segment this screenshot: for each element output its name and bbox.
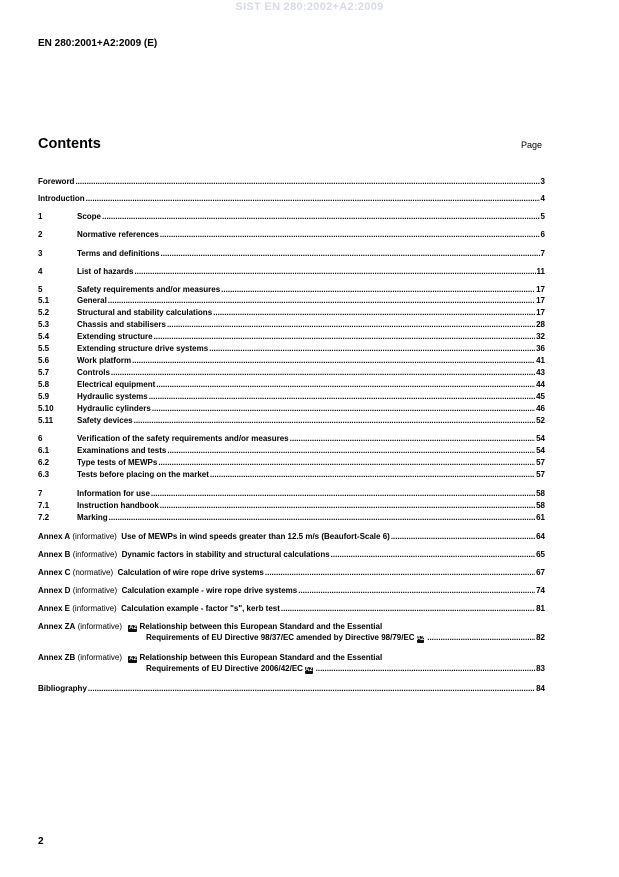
toc-page: 84 bbox=[536, 684, 545, 693]
toc-page: 3 bbox=[540, 177, 545, 186]
toc-page: 17 bbox=[536, 285, 545, 294]
annex-kind: (normative) bbox=[72, 568, 114, 577]
amendment-start-icon: A2 bbox=[129, 625, 137, 631]
toc-title: Examinations and tests bbox=[77, 446, 167, 455]
toc-number: 6.2 bbox=[38, 458, 50, 467]
toc-page: 81 bbox=[536, 604, 545, 613]
toc-number: 5.3 bbox=[38, 320, 50, 329]
page-number: 2 bbox=[38, 836, 44, 847]
toc-number: 4 bbox=[38, 267, 43, 276]
standard-identifier: EN 280:2001+A2:2009 (E) bbox=[38, 38, 158, 49]
toc-entry-6-1[interactable] bbox=[38, 445, 545, 456]
annex-label: Annex ZA bbox=[38, 622, 76, 631]
toc-entry-annex-b[interactable] bbox=[38, 549, 545, 560]
toc-entry-5-8[interactable] bbox=[38, 379, 545, 390]
toc-entry-annex-e[interactable] bbox=[38, 603, 545, 614]
page-column-label: Page bbox=[521, 140, 543, 150]
toc-number: 5.7 bbox=[38, 368, 50, 377]
toc-entry-5-10[interactable] bbox=[38, 403, 545, 414]
toc-number: 5.1 bbox=[38, 296, 50, 305]
toc-entry-7-1[interactable] bbox=[38, 500, 545, 511]
toc-page: 54 bbox=[536, 434, 545, 443]
toc-number: 5.5 bbox=[38, 344, 50, 353]
toc-entry-introduction[interactable] bbox=[38, 193, 545, 204]
amendment-end-icon: A2 bbox=[304, 667, 313, 673]
toc-page: 41 bbox=[536, 356, 545, 365]
toc-page: 65 bbox=[536, 550, 545, 559]
toc-page: 57 bbox=[536, 458, 545, 467]
toc-number: 5.8 bbox=[38, 380, 50, 389]
toc-number: 6 bbox=[38, 434, 43, 443]
toc-number: 5.2 bbox=[38, 308, 50, 317]
toc-title: Structural and stability calculations bbox=[77, 308, 213, 317]
toc-page: 54 bbox=[536, 446, 545, 455]
toc-page: 43 bbox=[536, 368, 545, 377]
watermark: SIST EN 280:2002+A2:2009 bbox=[235, 1, 384, 13]
amendment-start-icon: A2 bbox=[129, 656, 137, 662]
toc-title: Terms and definitions bbox=[77, 249, 160, 258]
toc-title: Information for use bbox=[77, 489, 150, 498]
toc-number: 5.6 bbox=[38, 356, 50, 365]
annex-kind: (informative) bbox=[72, 586, 118, 595]
toc-entry-3[interactable] bbox=[38, 248, 545, 259]
toc-title: Requirements of EU Directive 98/37/EC amended by Directive 98/79/EC bbox=[146, 633, 415, 642]
toc-title: Extending structure drive systems bbox=[77, 344, 209, 353]
toc-number: 5.11 bbox=[38, 416, 54, 425]
toc-number: 7.2 bbox=[38, 513, 50, 522]
toc-page: 36 bbox=[536, 344, 545, 353]
toc-entry-annex-zb[interactable] bbox=[38, 652, 545, 663]
toc-entry-5-9[interactable] bbox=[38, 391, 545, 402]
toc-entry-foreword[interactable] bbox=[38, 176, 545, 187]
toc-title: Safety requirements and/or measures bbox=[77, 285, 221, 294]
toc-title: Dynamic factors in stability and structural calculations bbox=[121, 550, 330, 559]
toc-entry-5-6[interactable] bbox=[38, 355, 545, 366]
toc-entry-5-11[interactable] bbox=[38, 415, 545, 426]
toc-title: General bbox=[77, 296, 107, 305]
toc-title: Relationship between this European Standard and the Essential bbox=[139, 622, 383, 631]
annex-label: Annex A bbox=[38, 532, 71, 541]
toc-page: 28 bbox=[536, 320, 545, 329]
toc-page: 11 bbox=[536, 267, 545, 276]
toc-page: 5 bbox=[540, 212, 545, 221]
annex-kind: (informative) bbox=[72, 532, 117, 541]
toc-entry-2[interactable] bbox=[38, 229, 545, 240]
toc-page: 52 bbox=[536, 416, 545, 425]
toc-page: 61 bbox=[536, 513, 545, 522]
toc-number: 1 bbox=[38, 212, 43, 221]
toc-entry-6-3[interactable] bbox=[38, 469, 545, 480]
toc-title: List of hazards bbox=[77, 267, 134, 276]
toc-title: Normative references bbox=[77, 230, 159, 239]
toc-page: 58 bbox=[536, 489, 545, 498]
toc-title: Introduction bbox=[38, 194, 85, 203]
toc-number: 2 bbox=[38, 230, 43, 239]
toc-entry-5-4[interactable] bbox=[38, 331, 545, 342]
toc-entry-5-1[interactable] bbox=[38, 295, 545, 306]
toc-title: Instruction handbook bbox=[77, 501, 159, 510]
toc-title: Calculation of wire rope drive systems bbox=[117, 568, 264, 577]
toc-entry-5[interactable] bbox=[38, 284, 545, 295]
annex-label: Annex C bbox=[38, 568, 71, 577]
toc-number: 7.1 bbox=[38, 501, 50, 510]
toc-entry-7-2[interactable] bbox=[38, 512, 545, 523]
toc-page: 58 bbox=[536, 501, 545, 510]
toc-page: 64 bbox=[536, 532, 545, 541]
toc-title: Hydraulic systems bbox=[77, 392, 148, 401]
toc-page: 17 bbox=[536, 296, 545, 305]
toc-title: Hydraulic cylinders bbox=[77, 404, 151, 413]
toc-page: 45 bbox=[536, 392, 545, 401]
toc-number: 5.4 bbox=[38, 332, 50, 341]
toc-number: 5.9 bbox=[38, 392, 50, 401]
toc-title: Foreword bbox=[38, 177, 75, 186]
toc-entry-annex-za[interactable] bbox=[38, 621, 545, 632]
toc-page: 83 bbox=[536, 664, 545, 673]
toc-title: Marking bbox=[77, 513, 108, 522]
toc-page: 46 bbox=[536, 404, 545, 413]
toc-entry-5-2[interactable] bbox=[38, 307, 545, 318]
toc-number: 5 bbox=[38, 285, 43, 294]
toc-page: 4 bbox=[540, 194, 545, 203]
toc-title: Bibliography bbox=[38, 684, 87, 693]
toc-entry-4[interactable] bbox=[38, 266, 545, 277]
toc-number: 3 bbox=[38, 249, 43, 258]
toc-page: 57 bbox=[536, 470, 545, 479]
toc-entry-7[interactable] bbox=[38, 488, 545, 499]
amendment-end-icon: A2 bbox=[416, 636, 425, 642]
annex-label: Annex D bbox=[38, 586, 71, 595]
toc-entry-annex-d[interactable] bbox=[38, 585, 545, 596]
annex-kind: (informative) bbox=[77, 622, 123, 631]
toc-title: Relationship between this European Standard and the Essential bbox=[139, 653, 383, 662]
toc-page: 32 bbox=[536, 332, 545, 341]
toc-title: Controls bbox=[77, 368, 110, 377]
toc-entry-bibliography[interactable] bbox=[38, 683, 545, 694]
toc-title: Requirements of EU Directive 2006/42/EC bbox=[146, 664, 303, 673]
toc-title: Calculation example - factor "s", kerb test bbox=[121, 604, 280, 613]
toc-entry-5-7[interactable] bbox=[38, 367, 545, 378]
toc-entry-6-2[interactable] bbox=[38, 457, 545, 468]
toc-number: 6.3 bbox=[38, 470, 50, 479]
toc-title: Use of MEWPs in wind speeds greater than 12.5 m/s (Beaufort-Scale 6) bbox=[121, 532, 390, 541]
toc-number: 6.1 bbox=[38, 446, 50, 455]
toc-page: 82 bbox=[536, 633, 545, 642]
toc-title: Tests before placing on the market bbox=[77, 470, 209, 479]
toc-title: Extending structure bbox=[77, 332, 153, 341]
annex-kind: (informative) bbox=[77, 653, 123, 662]
toc-entry-annex-a[interactable] bbox=[38, 531, 545, 542]
annex-label: Annex B bbox=[38, 550, 71, 559]
toc-title: Scope bbox=[77, 212, 102, 221]
annex-label: Annex E bbox=[38, 604, 71, 613]
toc-entry-5-3[interactable] bbox=[38, 319, 545, 330]
toc-title: Calculation example - wire rope drive systems bbox=[121, 586, 298, 595]
toc-page: 6 bbox=[540, 230, 545, 239]
toc-entry-5-5[interactable] bbox=[38, 343, 545, 354]
annex-label: Annex ZB bbox=[38, 653, 76, 662]
toc-entry-1[interactable] bbox=[38, 211, 545, 222]
annex-kind: (informative) bbox=[72, 550, 118, 559]
toc-page: 17 bbox=[536, 308, 545, 317]
toc-title: Verification of the safety requirements and/or measures bbox=[77, 434, 289, 443]
page-title: Contents bbox=[38, 136, 101, 152]
toc-title: Work platform bbox=[77, 356, 132, 365]
toc-title: Safety devices bbox=[77, 416, 133, 425]
toc-page: 67 bbox=[536, 568, 545, 577]
toc-page: 7 bbox=[540, 249, 545, 258]
toc-number: 7 bbox=[38, 489, 43, 498]
toc-page: 74 bbox=[536, 586, 545, 595]
toc-number: 5.10 bbox=[38, 404, 54, 413]
annex-kind: (informative) bbox=[72, 604, 117, 613]
toc-entry-annex-zb-continued[interactable] bbox=[38, 663, 545, 674]
toc-entry-annex-c[interactable] bbox=[38, 567, 545, 578]
toc-title: Chassis and stabilisers bbox=[77, 320, 166, 329]
toc-entry-annex-za-continued[interactable] bbox=[38, 632, 545, 643]
toc-title: Type tests of MEWPs bbox=[77, 458, 158, 467]
toc-page: 44 bbox=[536, 380, 545, 389]
toc-title: Electrical equipment bbox=[77, 380, 156, 389]
toc-entry-6[interactable] bbox=[38, 433, 545, 444]
